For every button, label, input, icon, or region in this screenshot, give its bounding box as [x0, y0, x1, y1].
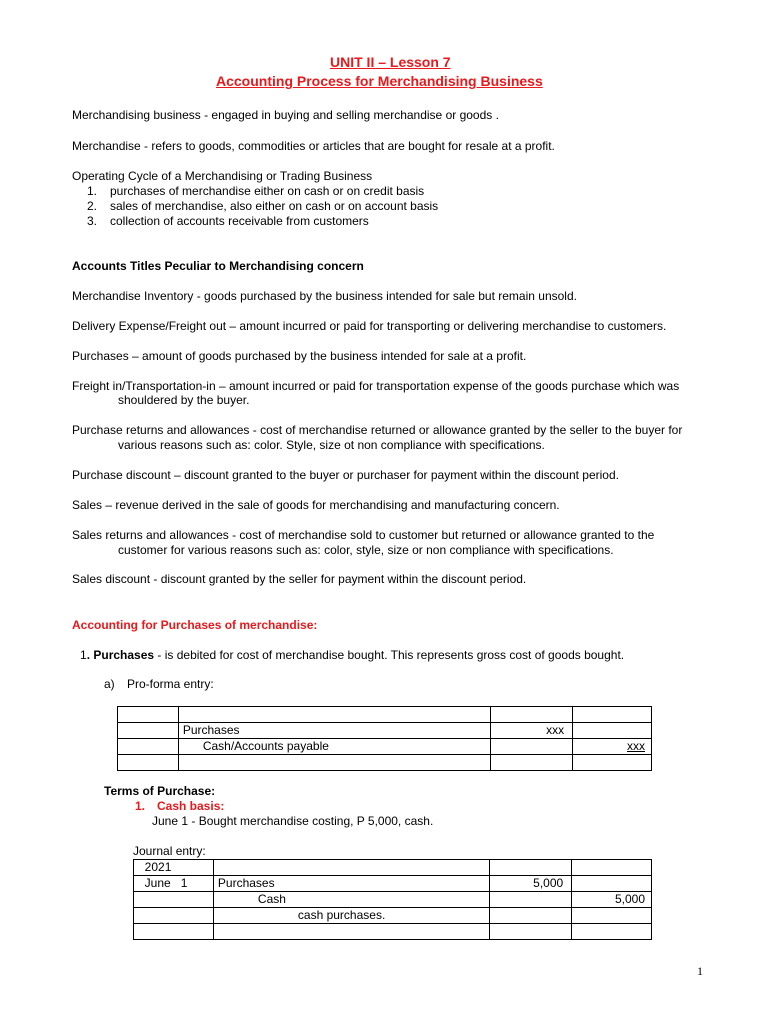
page-number: 1	[697, 964, 703, 978]
purchases-item-text: - is debited for cost of merchandise bought. This represents gross cost of goods bought.	[154, 648, 625, 662]
purchases-item-1	[80, 648, 624, 663]
table-cell: Cash/Accounts payable	[178, 739, 490, 755]
purchases-item-dot: .	[86, 648, 91, 662]
table-cell	[572, 924, 652, 940]
table-cell: June 1	[134, 876, 214, 892]
table-cell: 2021	[134, 860, 214, 876]
cycle-num-3: 3.	[87, 214, 98, 228]
table-cell	[490, 892, 572, 908]
table-cell	[491, 755, 573, 771]
journal-entry-label: Journal entry:	[133, 844, 206, 858]
table-row	[118, 739, 652, 755]
proforma-label: a)	[104, 677, 115, 691]
table-cell	[213, 924, 489, 940]
table-cell	[573, 755, 652, 771]
table-cell	[490, 924, 572, 940]
acct-freight-in-line2: shouldered by the buyer.	[118, 393, 250, 407]
terms-heading: Terms of Purchase:	[104, 784, 216, 798]
table-cell	[572, 876, 652, 892]
table-cell	[572, 860, 652, 876]
table-cell	[134, 892, 214, 908]
purchases-item-number: 1	[80, 648, 87, 662]
table-cell	[490, 860, 572, 876]
acct-sales-discount: Sales discount - discount granted by the seller for payment within the discount period.	[72, 572, 527, 586]
acct-sales-returns-line1: Sales returns and allowances - cost of merchandise sold to customer but returned or allowance granted to the	[72, 528, 655, 542]
table-cell	[573, 707, 652, 723]
table-cell: Purchases	[213, 876, 489, 892]
table-cell	[178, 707, 490, 723]
table-cell: 5,000	[572, 892, 652, 908]
table-cell	[134, 924, 214, 940]
accounts-heading: Accounts Titles Peculiar to Merchandising concern	[72, 259, 364, 273]
table-cell: 5,000	[490, 876, 572, 892]
table-row	[134, 892, 652, 908]
purchases-section-heading: Accounting for Purchases of merchandise:	[72, 618, 318, 632]
proforma-entry-table	[117, 706, 652, 771]
table-cell	[491, 739, 573, 755]
table-cell	[178, 755, 490, 771]
table-cell: Cash	[213, 892, 489, 908]
table-row	[118, 707, 652, 723]
table-cell: xxx	[573, 739, 652, 755]
table-row	[134, 908, 652, 924]
table-cell: xxx	[491, 723, 573, 739]
cycle-item-1: purchases of merchandise either on cash or on credit basis	[110, 184, 425, 198]
cycle-num-1: 1.	[87, 184, 98, 198]
cycle-num-2: 2.	[87, 199, 98, 213]
acct-freight-in-line1: Freight in/Transportation-in – amount incurred or paid for transportation expense of the goods purchase which was	[72, 379, 680, 393]
table-row	[134, 860, 652, 876]
table-row	[134, 876, 652, 892]
lesson-main-title: Accounting Process for Merchandising Business	[216, 73, 543, 89]
acct-purchases: Purchases – amount of goods purchased by the business intended for sale at a profit.	[72, 349, 527, 363]
table-row	[134, 924, 652, 940]
cycle-item-3: collection of accounts receivable from customers	[110, 214, 369, 228]
table-cell	[118, 755, 179, 771]
acct-purchase-returns-line1: Purchase returns and allowances - cost of merchandise returned or allowance granted by the seller to the buyer for	[72, 423, 683, 437]
purchases-item-term: Purchases	[93, 648, 155, 662]
table-cell: Purchases	[178, 723, 490, 739]
acct-sales: Sales – revenue derived in the sale of goods for merchandising and manufacturing concern.	[72, 498, 560, 512]
table-cell: cash purchases.	[213, 908, 489, 924]
cycle-heading: Operating Cycle of a Merchandising or Trading Business	[72, 169, 373, 183]
table-cell	[118, 707, 179, 723]
cash-basis-example: June 1 - Bought merchandise costing, P 5,000, cash.	[152, 814, 434, 828]
table-cell	[213, 860, 489, 876]
def-merchandise: Merchandise - refers to goods, commodities or articles that are bought for resale at a profit.	[72, 139, 555, 153]
acct-merchandise-inventory: Merchandise Inventory - goods purchased by the business intended for sale but remain unsold.	[72, 289, 577, 303]
acct-delivery-expense: Delivery Expense/Freight out – amount incurred or paid for transporting or delivering merchandise to customers.	[72, 319, 667, 333]
table-cell	[491, 707, 573, 723]
acct-purchase-discount: Purchase discount – discount granted to the buyer or purchaser for payment within the discount period.	[72, 468, 619, 482]
cash-basis-label: Cash basis:	[157, 799, 225, 813]
cycle-item-2: sales of merchandise, also either on cash or on account basis	[110, 199, 439, 213]
acct-sales-returns-line2: customer for various reasons such as: color, style, size or non compliance with specifications.	[118, 543, 614, 557]
proforma-text: Pro-forma entry:	[127, 677, 214, 691]
table-cell	[134, 908, 214, 924]
table-row	[118, 755, 652, 771]
cash-basis-number: 1.	[135, 799, 146, 813]
def-merchandising-business: Merchandising business - engaged in buying and selling merchandise or goods .	[72, 108, 499, 122]
acct-purchase-returns-line2: various reasons such as: color. Style, size ot non compliance with specifications.	[118, 438, 545, 452]
table-cell	[572, 908, 652, 924]
lesson-unit-title: UNIT II – Lesson 7	[330, 54, 451, 70]
journal-entry-table	[133, 859, 652, 940]
table-cell	[118, 739, 179, 755]
table-cell	[573, 723, 652, 739]
table-cell	[118, 723, 179, 739]
table-cell	[490, 908, 572, 924]
table-row	[118, 723, 652, 739]
